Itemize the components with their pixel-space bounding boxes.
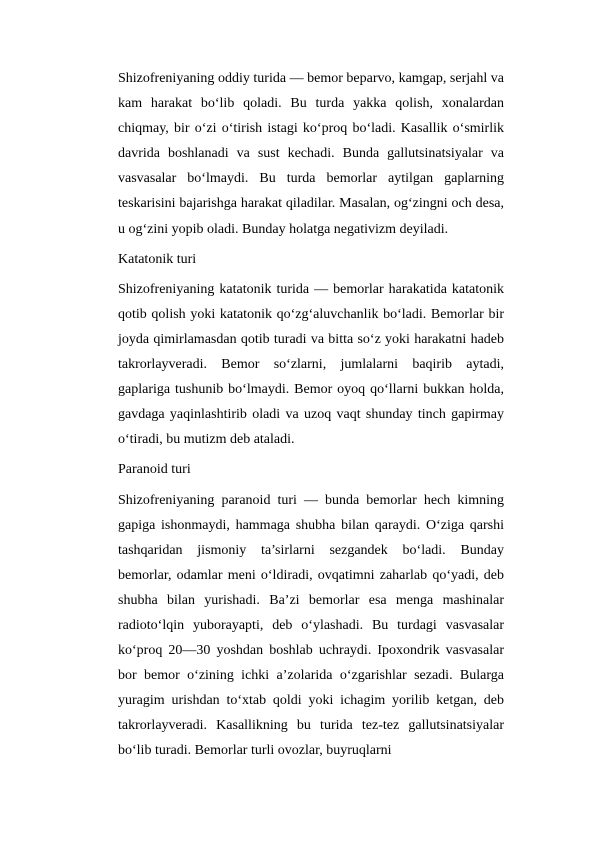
heading-catatonic-type: Katatonik turi — [118, 251, 197, 267]
heading-paranoid-type: Paranoid turi — [118, 462, 191, 478]
paragraph-simple-type: Shizofreniyaning oddiy turida — bemor beparvo, kamgap, serjahl va kam harakat bo‘lib qoladi. Bu turda yakka qolish, xonalardan chiqmay, bir o‘zi o‘tirish istagi ko‘proq bo‘ladi. Kasallik o‘smirlik davrida boshlanadi va sust kechadi. Bunda gallutsinatsiyalar va vasvasalar bo‘lmaydi. Bu turda bemorlar aytilgan gaplarning teskarisini bajarishga harakat qiladilar. Masalan, og‘zingni och desa, u og‘zini yopib oladi. Bunday holatga negativizm deyiladi. — [118, 71, 504, 237]
document-body — [118, 66, 504, 764]
paragraph-catatonic-type: Shizofreniyaning katatonik turida — bemorlar harakatida katatonik qotib qolish yoki katatonik qo‘zg‘aluvchanlik bo‘ladi. Bemorlar bir joyda qimirlamasdan qotib turadi va bitta so‘z yoki harakatni hadeb takrorlayveradi. Bemor so‘zlarni, jumlalarni baqirib aytadi, gaplariga tushunib bo‘lmaydi. Bemor oyoq qo‘llarni bukkan holda, gavdaga yaqinlashtirib oladi va uzoq vaqt shunday tinch gapirmay o‘tiradi, bu mutizm deb ataladi. — [118, 281, 504, 448]
paragraph-paranoid-type: Shizofreniyaning paranoid turi — bunda bemorlar hech kimning gapiga ishonmaydi, hammaga shubha bilan qaraydi. O‘ziga qarshi tashqaridan jismoniy ta’sirlarni sezgandek bo‘ladi. Bunday bemorlar, odamlar meni o‘ldiradi, ovqatimni zaharlab qo‘yadi, deb shubha bilan yurishadi. Ba’zi bemorlar esa menga mashinalar radioto‘lqin yuborayapti, deb o‘ylashadi. Bu turdagi vasvasalar ko‘proq 20—30 yoshdan boshlab uchraydi. Ipoxondrik vasvasalar bor bemor o‘zining ichki a’zolarida o‘zgarishlar sezadi. Bularga yuragim urishdan to‘xtab qoldi yoki ichagim yorilib ketgan, deb takrorlayveradi. Kasallikning bu turida tez-tez gallutsinatsiyalar bo‘lib turadi. Bemorlar turli ovozlar, buyruqlarni — [118, 492, 504, 759]
